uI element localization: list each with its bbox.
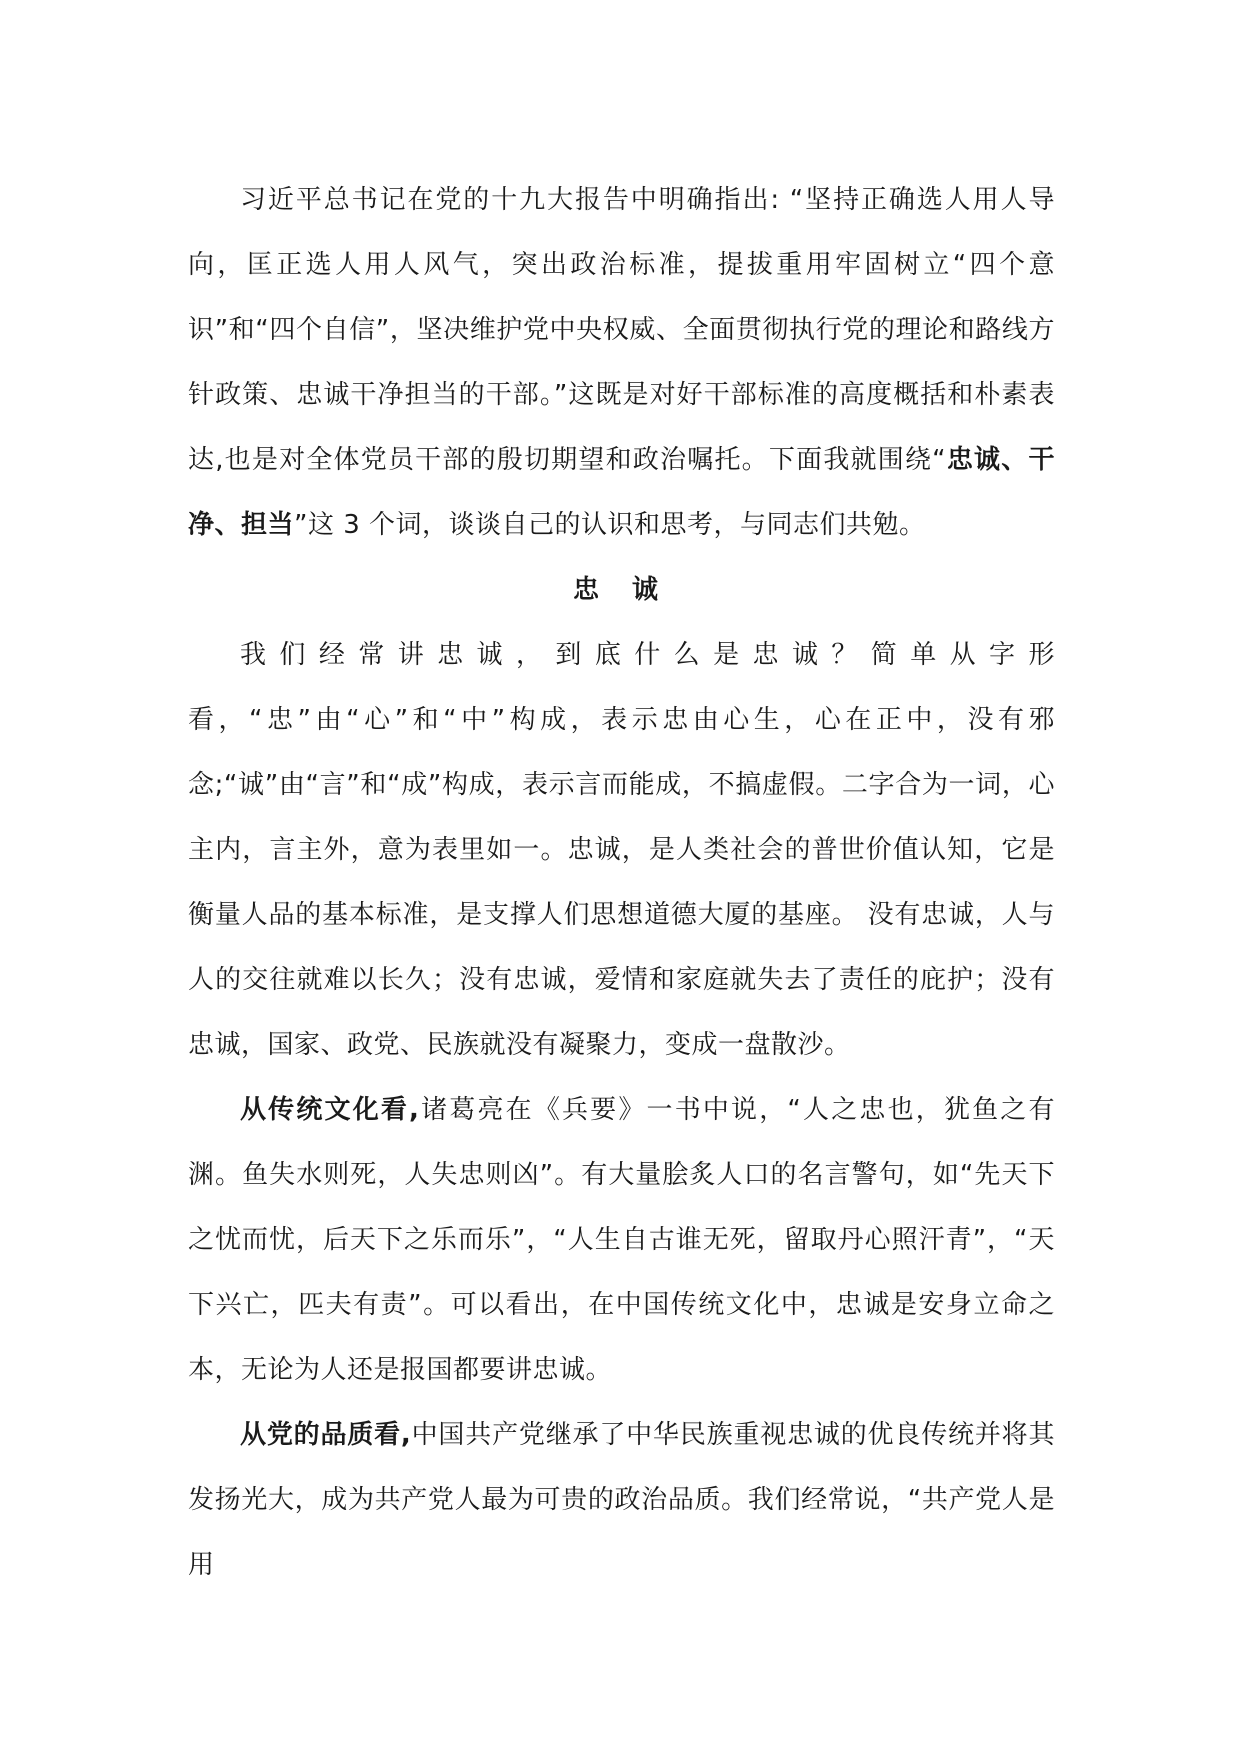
tradition-lead: 从传统文化看,	[240, 1095, 420, 1125]
intro-text-part2: ”这 3 个词，谈谈自己的认识和思考，与同志们共勉。	[294, 510, 926, 540]
intro-paragraph	[188, 168, 1055, 558]
party-body: 中国共产党继承了中华民族重视忠诚的优良传统并将其发扬光大，成为共产党人最为可贵的政治品质。我们经常说，“共产党人是用	[188, 1420, 1055, 1580]
intro-text-part1: 习近平总书记在党的十九大报告中明确指出: “坚持正确选人用人导向，匡正选人用人风气，突出政治标准，提拔重用牢固树立“四个意识”和“四个自信”，坚决维护党中央权威、全面贯彻执行党的理论和路线方针政策、忠诚干净担当的干部。”这既是对好干部标准的高度概括和朴素表达,也是对全体党员干部的殷切期望和政治嘱托。下面我就围绕“	[188, 185, 1055, 475]
document-page	[188, 168, 1055, 1598]
tradition-paragraph	[188, 1078, 1055, 1403]
tradition-body: 诸葛亮在《兵要》一书中说，“人之忠也，犹鱼之有渊。鱼失水则死，人失忠则凶”。有大量脍炙人口的名言警句，如“先天下之忧而忧，后天下之乐而乐”，“人生自古谁无死，留取丹心照汗青”，“天下兴亡，匹夫有责”。可以看出，在中国传统文化中，忠诚是安身立命之本，无论为人还是报国都要讲忠诚。	[188, 1095, 1055, 1385]
intro-keywords: 忠诚、干净、担当	[188, 445, 1055, 540]
party-lead: 从党的品质看,	[240, 1420, 412, 1450]
party-paragraph	[188, 1403, 1055, 1598]
definition-paragraph: 我们经常讲忠诚，到底什么是忠诚？简单从字形看，“忠”由“心”和“中”构成，表示忠由心生，心在正中，没有邪念;“诚”由“言”和“成”构成，表示言而能成，不搞虚假。二字合为一词，心主内，言主外，意为表里如一。忠诚，是人类社会的普世价值认知，它是衡量人品的基本标准，是支撑人们思想道德大厦的基座。 没有忠诚，人与人的交往就难以长久；没有忠诚，爱情和家庭就失去了责任的庇护；没有忠诚，国家、政党、民族就没有凝聚力，变成一盘散沙。	[188, 640, 1055, 1060]
section-heading: 忠 诚	[572, 575, 671, 605]
